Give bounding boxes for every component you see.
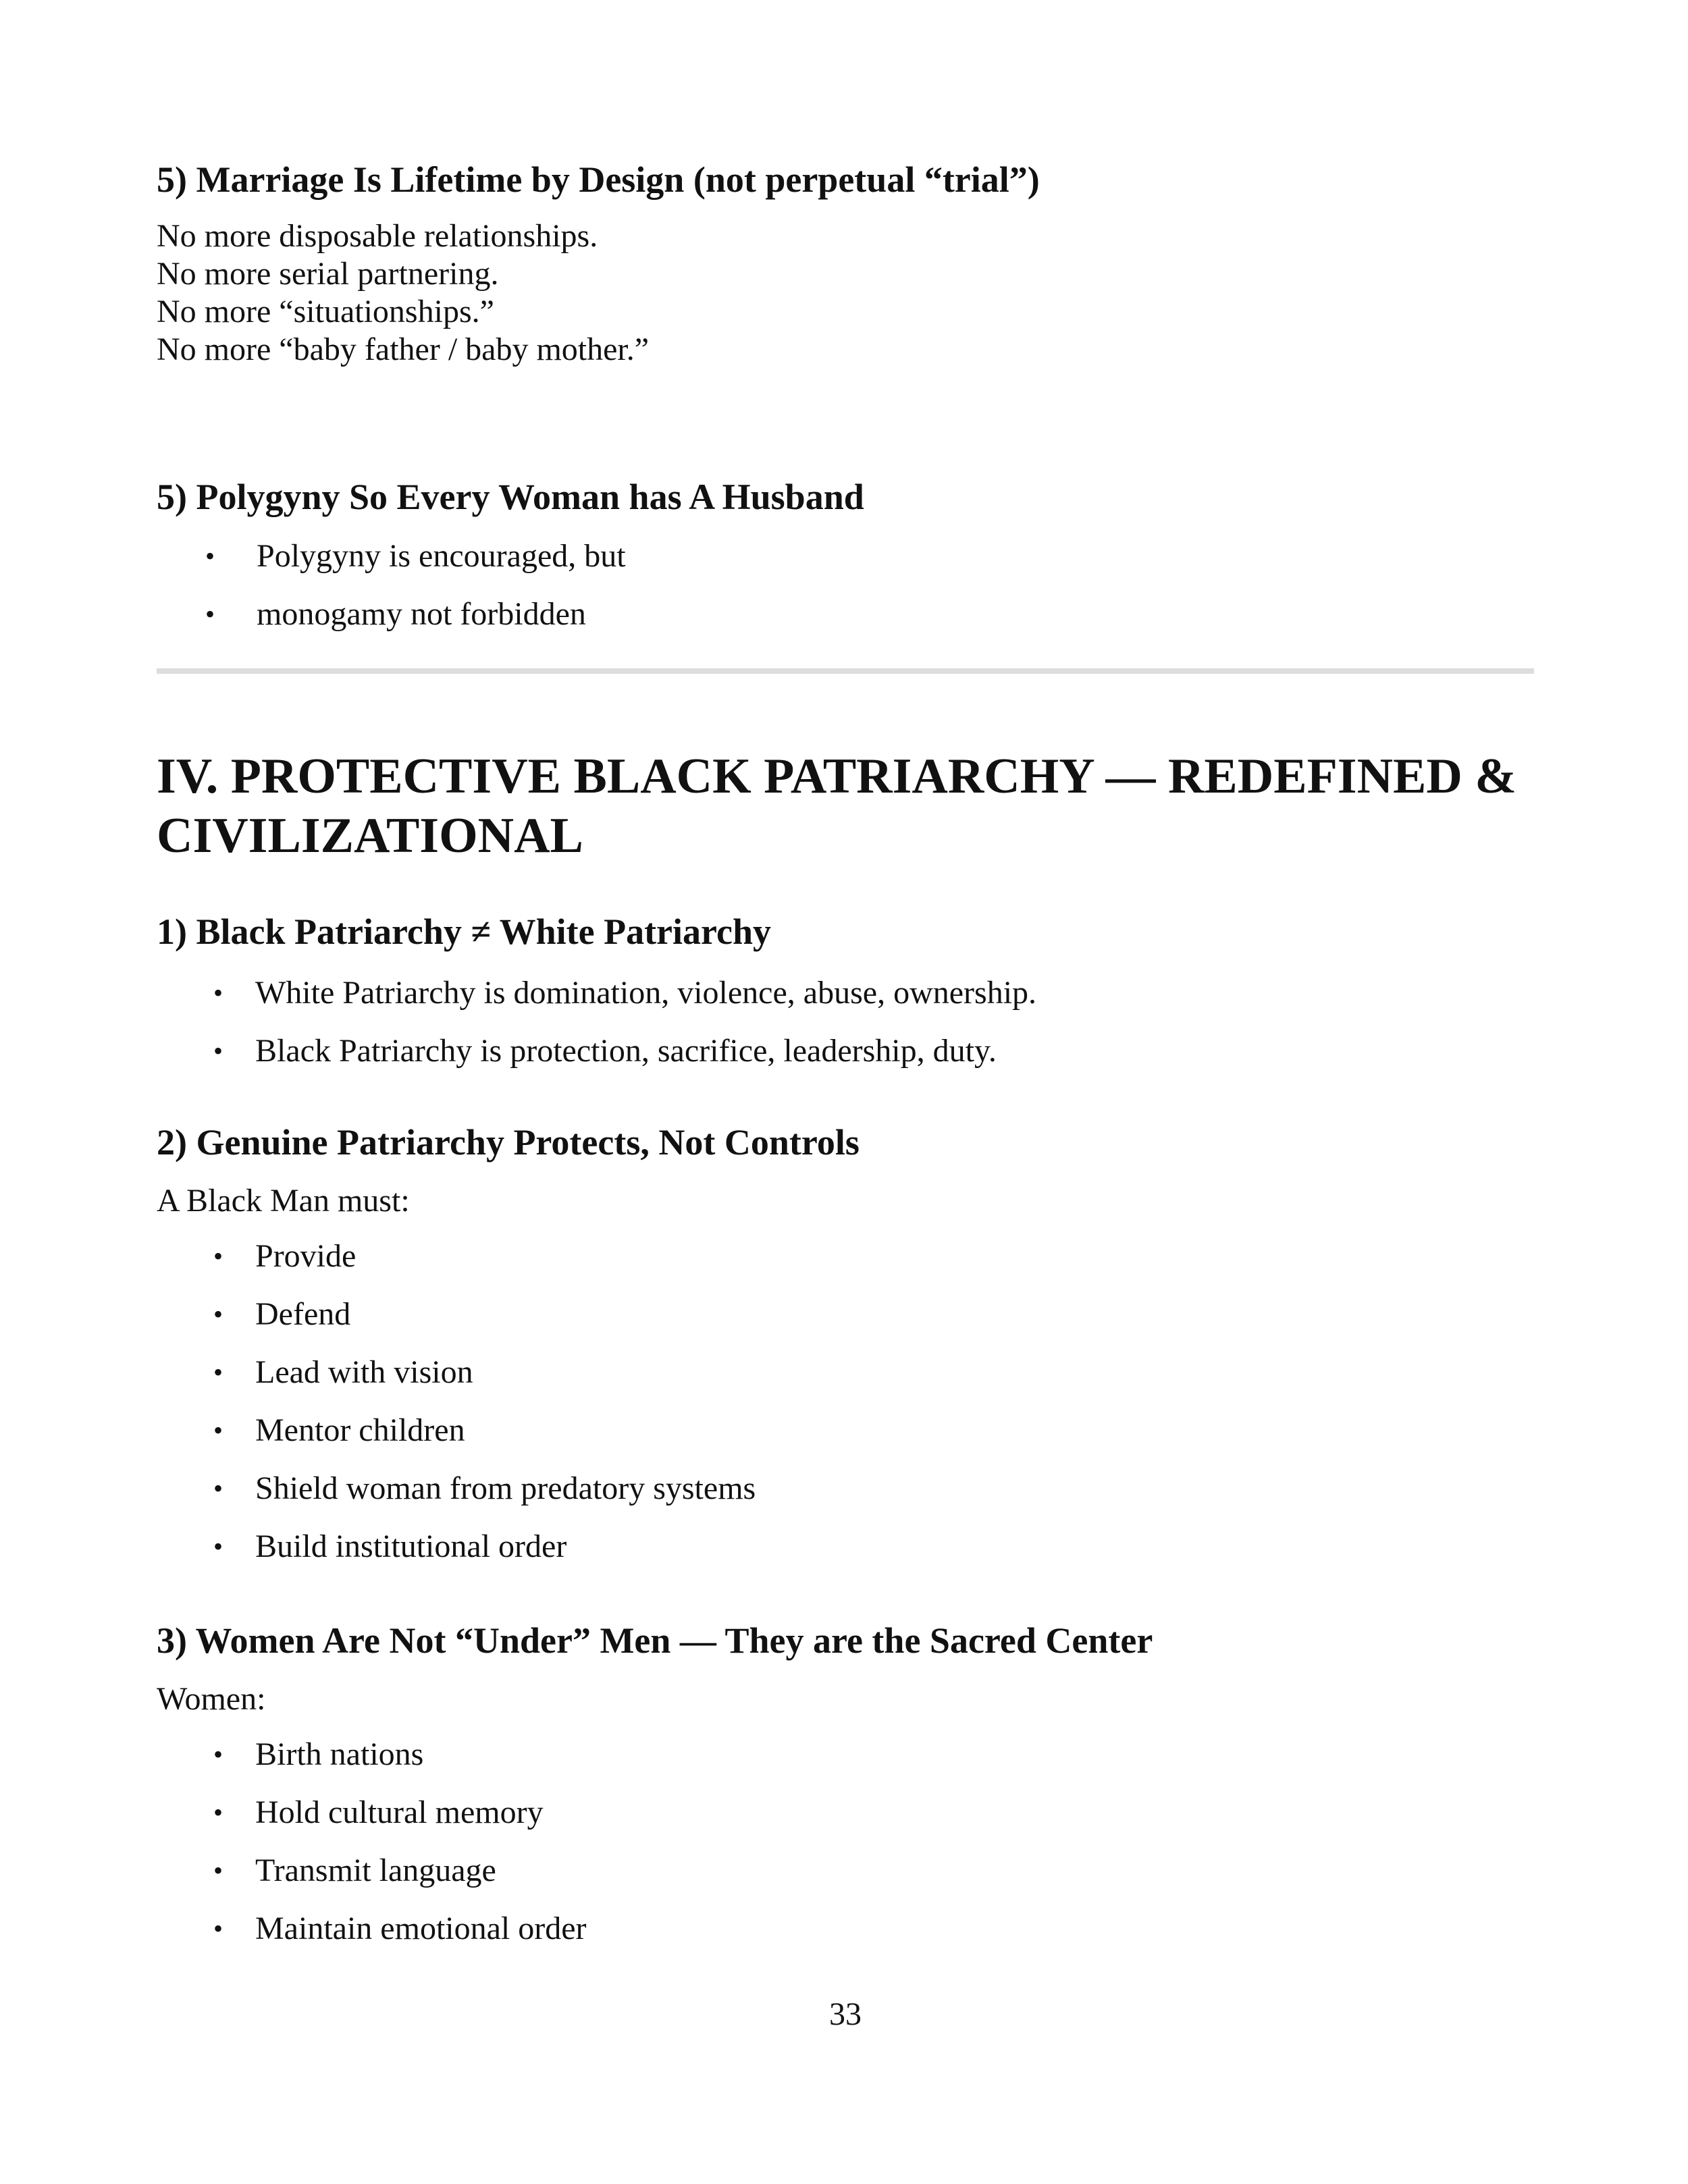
list-item: Shield woman from predatory systems (255, 1470, 756, 1506)
list-item: Transmit language (255, 1853, 496, 1888)
section-heading-polygyny: 5) Polygyny So Every Woman has A Husband (157, 477, 864, 517)
list-item: Build institutional order (255, 1528, 567, 1564)
bullet-icon: • (213, 1739, 223, 1769)
list-item: White Patriarchy is domination, violence, abuse, ownership. (255, 975, 1037, 1011)
list-item: Lead with vision (255, 1354, 473, 1390)
page-number: 33 (829, 1996, 862, 2032)
section-heading-genuine-patriarchy: 2) Genuine Patriarchy Protects, Not Controls (157, 1122, 860, 1163)
list-item: Mentor children (255, 1412, 465, 1448)
section-intro: A Black Man must: (157, 1183, 410, 1219)
bullet-icon: • (213, 1299, 223, 1329)
bullet-icon: • (213, 1241, 223, 1271)
bullet-icon: • (205, 599, 215, 629)
bullet-icon: • (213, 1473, 223, 1503)
section-heading-marriage: 5) Marriage Is Lifetime by Design (not perpetual “trial”) (157, 159, 1040, 200)
paragraph-line: No more serial partnering. (157, 256, 499, 292)
paragraph-line: No more “baby father / baby mother.” (157, 331, 650, 367)
paragraph-line: No more disposable relationships. (157, 218, 598, 254)
horizontal-rule (157, 668, 1534, 674)
bullet-icon: • (213, 1415, 223, 1445)
paragraph-line: No more “situationships.” (157, 294, 494, 329)
section-intro: Women: (157, 1681, 266, 1717)
bullet-icon: • (213, 1797, 223, 1828)
list-item: Birth nations (255, 1736, 424, 1772)
list-item: Maintain emotional order (255, 1911, 587, 1946)
bullet-icon: • (213, 1855, 223, 1886)
bullet-icon: • (213, 1357, 223, 1387)
section-heading-black-vs-white: 1) Black Patriarchy ≠ White Patriarchy (157, 911, 772, 952)
bullet-icon: • (213, 1913, 223, 1944)
part-heading-line-2: CIVILIZATIONAL (157, 808, 583, 863)
part-heading-line-1: IV. PROTECTIVE BLACK PATRIARCHY — REDEFINED & (157, 749, 1516, 804)
bullet-icon: • (205, 541, 215, 571)
bullet-icon: • (213, 1036, 223, 1066)
list-item: Defend (255, 1296, 351, 1332)
list-item: Black Patriarchy is protection, sacrifice, leadership, duty. (255, 1033, 997, 1069)
bullet-icon: • (213, 1531, 223, 1562)
list-item: Provide (255, 1238, 357, 1274)
list-item: monogamy not forbidden (257, 596, 586, 632)
section-heading-sacred-center: 3) Women Are Not “Under” Men — They are the Sacred Center (157, 1620, 1153, 1661)
bullet-icon: • (213, 978, 223, 1008)
list-item: Polygyny is encouraged, but (257, 538, 626, 574)
list-item: Hold cultural memory (255, 1794, 544, 1830)
